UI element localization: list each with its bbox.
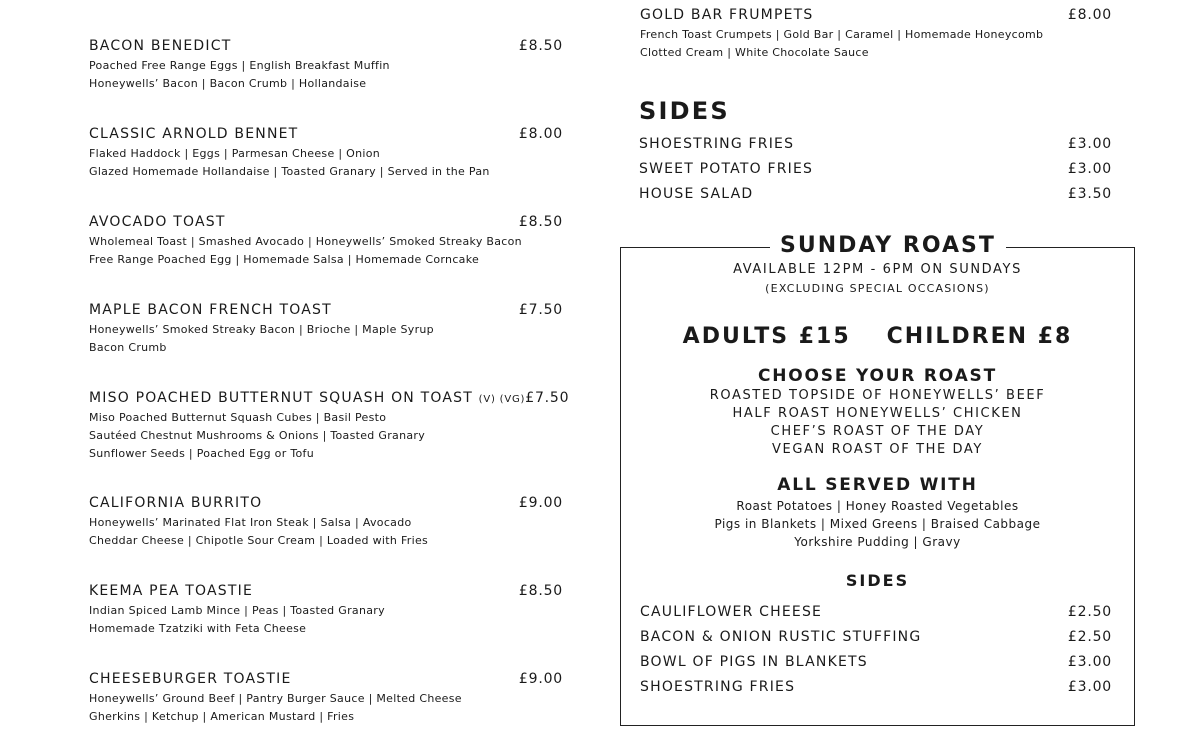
desc-line: Cheddar Cheese | Chipotle Sour Cream | Loaded with Fries xyxy=(89,534,429,547)
desc-line: French Toast Crumpets | Gold Bar | Caramel | Homemade Honeycomb xyxy=(640,28,1044,41)
roast-sides-heading: SIDES xyxy=(845,571,910,590)
side-name: SHOESTRING FRIES xyxy=(639,136,795,152)
item-description xyxy=(89,602,563,638)
item-description xyxy=(89,321,563,357)
desc-line: Flaked Haddock | Eggs | Parmesan Cheese | Onion xyxy=(89,147,381,160)
item-description xyxy=(89,514,563,550)
desc-line: Honeywells’ Ground Beef | Pantry Burger Sauce | Melted Cheese xyxy=(89,692,462,705)
dietary-tag: (V) (VG) xyxy=(478,394,526,405)
item-price: £8.00 xyxy=(518,126,563,142)
served-with-line: Roast Potatoes | Honey Roasted Vegetables xyxy=(736,499,1019,513)
item-description xyxy=(89,409,563,463)
item-description xyxy=(89,690,563,726)
served-with-line: Pigs in Blankets | Mixed Greens | Braised Cabbage xyxy=(714,517,1041,531)
item-price: £8.50 xyxy=(518,583,563,599)
side-item xyxy=(639,161,1112,177)
served-with-heading: ALL SERVED WITH xyxy=(777,475,978,495)
desc-line: Homemade Tzatziki with Feta Cheese xyxy=(89,622,307,635)
item-price: £8.50 xyxy=(518,214,563,230)
side-name: HOUSE SALAD xyxy=(639,186,754,202)
side-name: BACON & ONION RUSTIC STUFFING xyxy=(640,629,922,645)
sides-heading: SIDES xyxy=(639,97,730,125)
roast-choice: VEGAN ROAST OF THE DAY xyxy=(772,442,983,457)
desc-line: Wholemeal Toast | Smashed Avocado | Honeywells’ Smoked Streaky Bacon xyxy=(89,235,522,248)
side-name: BOWL OF PIGS IN BLANKETS xyxy=(640,654,868,670)
item-description xyxy=(89,57,563,93)
menu-item-avocado-toast xyxy=(89,214,563,269)
menu-item-miso-butternut-squash xyxy=(89,390,570,463)
item-name: MAPLE BACON FRENCH TOAST xyxy=(89,302,332,318)
choose-roast-heading: CHOOSE YOUR ROAST xyxy=(757,366,998,386)
menu-item-classic-arnold-bennet xyxy=(89,126,563,181)
menu-item-cheeseburger-toastie xyxy=(89,671,563,726)
item-description xyxy=(640,26,1112,62)
desc-line: Bacon Crumb xyxy=(89,341,167,354)
item-name: GOLD BAR FRUMPETS xyxy=(640,7,814,23)
desc-line: Honeywells’ Smoked Streaky Bacon | Brioche | Maple Syrup xyxy=(89,323,434,336)
side-item xyxy=(639,186,1112,202)
roast-choice: HALF ROAST HONEYWELLS’ CHICKEN xyxy=(732,406,1023,421)
roast-side-item xyxy=(640,654,1112,670)
item-name: CALIFORNIA BURRITO xyxy=(89,495,263,511)
item-price: £8.50 xyxy=(518,38,563,54)
side-item xyxy=(639,136,1112,152)
menu-item-maple-bacon-french-toast xyxy=(89,302,563,357)
item-price: £9.00 xyxy=(518,671,563,687)
item-name: KEEMA PEA TOASTIE xyxy=(89,583,254,599)
roast-prices xyxy=(620,324,1135,349)
desc-line: Gherkins | Ketchup | American Mustard | Fries xyxy=(89,710,355,723)
item-name-text: MISO POACHED BUTTERNUT SQUASH ON TOAST xyxy=(89,390,473,406)
item-price: £7.50 xyxy=(525,390,570,406)
side-price: £3.00 xyxy=(1067,161,1112,177)
roast-exclusion: (EXCLUDING SPECIAL OCCASIONS) xyxy=(765,282,990,295)
item-name: CHEESEBURGER TOASTIE xyxy=(89,671,292,687)
side-price: £2.50 xyxy=(1067,604,1112,620)
desc-line: Poached Free Range Eggs | English Breakfast Muffin xyxy=(89,59,390,72)
item-description xyxy=(89,145,563,181)
menu-item-gold-bar-frumpets xyxy=(640,7,1112,62)
desc-line: Clotted Cream | White Chocolate Sauce xyxy=(640,46,869,59)
desc-line: Miso Poached Butternut Squash Cubes | Basil Pesto xyxy=(89,411,387,424)
side-name: CAULIFLOWER CHEESE xyxy=(640,604,823,620)
desc-line: Sautéed Chestnut Mushrooms & Onions | Toasted Granary xyxy=(89,429,426,442)
roast-choice: ROASTED TOPSIDE OF HONEYWELLS’ BEEF xyxy=(709,388,1046,403)
desc-line: Sunflower Seeds | Poached Egg or Tofu xyxy=(89,447,314,460)
children-price: CHILDREN £8 xyxy=(886,324,1073,349)
side-price: £3.50 xyxy=(1067,186,1112,202)
item-name: CLASSIC ARNOLD BENNET xyxy=(89,126,299,142)
desc-line: Honeywells’ Marinated Flat Iron Steak | Salsa | Avocado xyxy=(89,516,412,529)
item-name: BACON BENEDICT xyxy=(89,38,232,54)
side-price: £3.00 xyxy=(1067,136,1112,152)
desc-line: Glazed Homemade Hollandaise | Toasted Granary | Served in the Pan xyxy=(89,165,490,178)
roast-choice: CHEF’S ROAST OF THE DAY xyxy=(770,424,985,439)
item-price: £9.00 xyxy=(518,495,563,511)
item-description xyxy=(89,233,563,269)
side-name: SHOESTRING FRIES xyxy=(640,679,796,695)
sunday-roast-title: SUNDAY ROAST xyxy=(770,233,1006,258)
desc-line: Free Range Poached Egg | Homemade Salsa | Homemade Corncake xyxy=(89,253,480,266)
item-price: £8.00 xyxy=(1067,7,1112,23)
side-name: SWEET POTATO FRIES xyxy=(639,161,814,177)
served-with-line: Yorkshire Pudding | Gravy xyxy=(794,535,961,549)
desc-line: Indian Spiced Lamb Mince | Peas | Toasted Granary xyxy=(89,604,385,617)
menu-item-bacon-benedict xyxy=(89,38,563,93)
desc-line: Honeywells’ Bacon | Bacon Crumb | Hollandaise xyxy=(89,77,367,90)
adults-price: ADULTS £15 xyxy=(682,324,851,349)
roast-side-item xyxy=(640,679,1112,695)
side-price: £2.50 xyxy=(1067,629,1112,645)
roast-side-item xyxy=(640,604,1112,620)
roast-side-item xyxy=(640,629,1112,645)
side-price: £3.00 xyxy=(1067,654,1112,670)
menu-item-keema-pea-toastie xyxy=(89,583,563,638)
item-name xyxy=(89,390,525,406)
roast-availability: AVAILABLE 12PM - 6PM ON SUNDAYS xyxy=(733,262,1022,277)
menu-item-california-burrito xyxy=(89,495,563,550)
item-price: £7.50 xyxy=(518,302,563,318)
side-price: £3.00 xyxy=(1067,679,1112,695)
item-name: AVOCADO TOAST xyxy=(89,214,226,230)
